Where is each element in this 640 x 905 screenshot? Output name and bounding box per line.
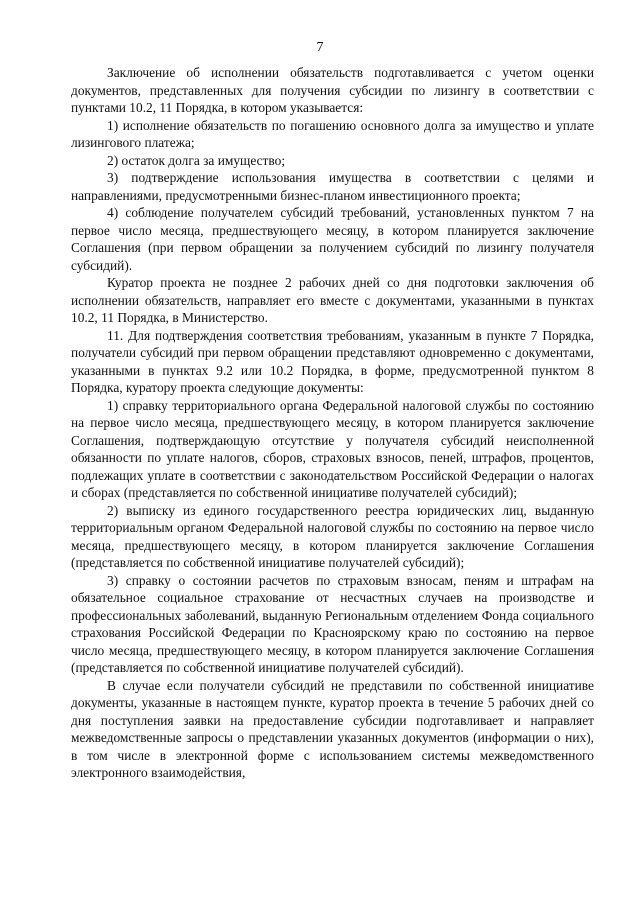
paragraph-interagency-requests: В случае если получатели субсидий не представили по собственной инициативе документы, указанные в настоящем пункте, куратор проекта в течение 5 рабочих дней со дня поступления заявки на предоставление субсидии подготавливает и направляет межведомственные запросы о представлении указанных документов (информации о них), в том числе в электронной форме с использованием системы межведомственного электронного взаимодействия, [71, 677, 594, 780]
paragraph-curator-deadline: Куратор проекта не позднее 2 рабочих дней со дня подготовки заключения об исполнении обязательств, направляет его вместе с документами, указанными в пунктах 10.2, 11 Порядка, в Министерство. [71, 275, 594, 325]
paragraph-doc-3-insurance-certificate: 3) справку о состоянии расчетов по страховым взносам, пеням и штрафам на обязательное социальное страхование от несчастных случаев на производстве и профессиональных заболеваний, выданную Региональным отделением Фонда социального страхования Российской Федерации по Красноярскому краю по состоянию на первое число месяца, предшествующего месяцу, в котором планируется заключение Соглашения (представляется по собственной инициативе получателей субсидий). [71, 572, 594, 675]
document-body [71, 64, 594, 782]
paragraph-item-4-requirements: 4) соблюдение получателем субсидий требований, установленных пунктом 7 на первое число месяца, предшествующего месяцу, в котором планируется заключение Соглашения (при первом обращении за получением субсидий по лизингу получателя субсидий). [71, 205, 594, 273]
paragraph-section-11: 11. Для подтверждения соответствия требованиям, указанным в пункте 7 Порядка, получатели субсидий при первом обращении представляют одновременно с документами, указанными в пунктах 9.2 или 10.2 Порядка, в форме, предусмотренной пунктом 8 Порядка, куратору проекта следующие документы: [71, 327, 594, 395]
paragraph-item-2-debt-balance: 2) остаток долга за имущество; [107, 152, 286, 168]
paragraph-conclusion-intro: Заключение об исполнении обязательств подготавливается с учетом оценки документов, представленных для получения субсидии по лизингу в соответствии с пунктами 10.2, 11 Порядка, в котором указывается: [71, 65, 594, 115]
paragraph-doc-1-tax-certificate: 1) справку территориального органа Федеральной налоговой службы по состоянию на первое число месяца, предшествующего месяцу, в котором планируется заключение Соглашения, подтверждающую отсутствие у получателя субсидий неисполненной обязанности по уплате налогов, сборов, страховых взносов, пеней, штрафов, процентов, подлежащих уплате в соответствии с законодательством Российской Федерации о налогах и сборах (представляется по собственной инициативе получателей субсидий); [71, 397, 594, 500]
paragraph-item-3-property-use: 3) подтверждение использования имущества в соответствии с целями и направлениями, предусмотренными бизнес-планом инвестиционного проекта; [71, 170, 594, 203]
paragraph-item-1-debt-repayment: 1) исполнение обязательств по погашению основного долга за имущество и уплате лизингового платежа; [71, 117, 594, 150]
paragraph-doc-2-registry-extract: 2) выписку из единого государственного реестра юридических лиц, выданную территориальным органом Федеральной налоговой службы по состоянию на первое число месяца, предшествующего месяцу, в котором планируется заключение Соглашения (представляется по собственной инициативе получателей субсидий); [71, 502, 594, 570]
page-number: 7 [316, 40, 324, 55]
